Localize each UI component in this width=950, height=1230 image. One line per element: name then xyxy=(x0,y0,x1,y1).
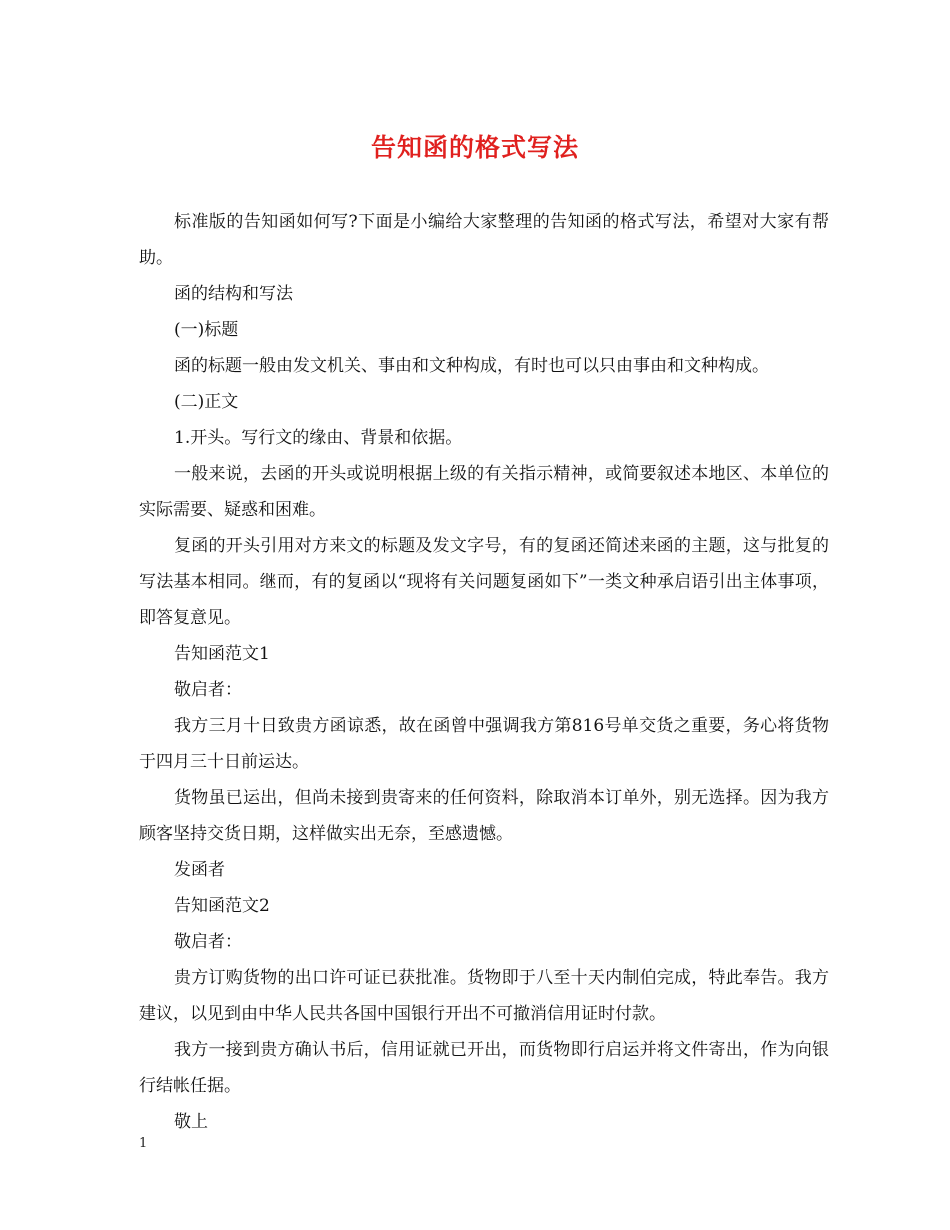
page-number: 1 xyxy=(139,1136,148,1151)
paragraph-reply-letter: 复函的开头引用对方来文的标题及发文字号，有的复函还简述来函的主题，这与批复的写法基本相同。继而，有的复函以“现将有关问题复函如下”一类文种承启语引出主体事项，即答复意见。 xyxy=(139,536,829,628)
sender-line: 发函者 xyxy=(174,860,225,880)
salutation-1: 敬启者： xyxy=(174,680,242,700)
section-heading-structure: 函的结构和写法 xyxy=(174,284,293,304)
sample-2-paragraph-2: 我方一接到贵方确认书后，信用证就已开出，而货物即行启运并将文件寄出，作为向银行结帐任据。 xyxy=(139,1040,829,1096)
sample-1-paragraph-2: 货物虽已运出，但尚未接到贵寄来的任何资料，除取消本订单外，别无选择。因为我方顾客坚持交货日期，这样做实出无奈，至感遗憾。 xyxy=(139,788,829,844)
sample-heading-1: 告知函范文1 xyxy=(174,644,270,664)
paragraph-outgoing-letter: 一般来说，去函的开头或说明根据上级的有关指示精神，或简要叙述本地区、本单位的实际需要、疑惑和困难。 xyxy=(139,464,829,520)
document-body xyxy=(139,204,829,1140)
sample-2-paragraph-1: 贵方订购货物的出口许可证已获批准。货物即于八至十天内制伯完成，特此奉告。我方建议，以见到由中华人民共各国中国银行开出不可撤消信用证时付款。 xyxy=(139,968,829,1024)
sample-1-paragraph-1: 我方三月十日致贵方函谅悉，故在函曾中强调我方第816号单交货之重要，务心将货物于四月三十日前运达。 xyxy=(139,716,829,772)
closing-line: 敬上 xyxy=(174,1112,208,1132)
subheading-title: (一)标题 xyxy=(174,320,239,340)
document-title: 告知函的格式写法 xyxy=(370,133,579,162)
subheading-body: (二)正文 xyxy=(174,392,239,412)
salutation-2: 敬启者： xyxy=(174,932,242,952)
sample-heading-2: 告知函范文2 xyxy=(174,896,270,916)
paragraph-opening: 1.开头。写行文的缘由、背景和依据。 xyxy=(174,428,463,448)
paragraph-title-desc: 函的标题一般由发文机关、事由和文种构成，有时也可以只由事由和文种构成。 xyxy=(174,356,769,376)
paragraph-intro: 标准版的告知函如何写?下面是小编给大家整理的告知函的格式写法，希望对大家有帮助。 xyxy=(139,212,829,268)
